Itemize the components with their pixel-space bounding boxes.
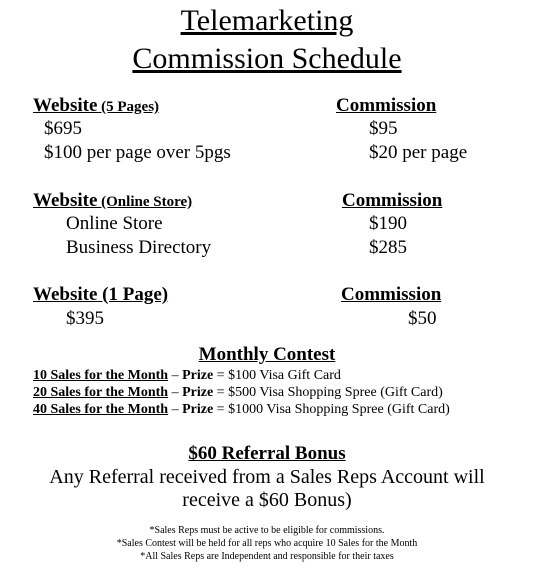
section3-sublabel: (1 Page) bbox=[97, 284, 169, 305]
section1-header bbox=[33, 95, 159, 118]
contest-sales-label: 10 Sales for the Month bbox=[33, 368, 169, 383]
page-title-line2: Commission Schedule bbox=[132, 42, 402, 75]
contest-prize-label: Prize bbox=[182, 368, 214, 383]
section1-row1-commission: $95 bbox=[369, 118, 398, 139]
referral-line1: Any Referral received from a Sales Reps Account will bbox=[49, 466, 485, 488]
section2-row2-item: Business Directory bbox=[66, 237, 212, 258]
footnote: *All Sales Reps are Independent and responsible for their taxes bbox=[140, 551, 394, 562]
contest-prize-value: = $1000 Visa Shopping Spree (Gift Card) bbox=[213, 402, 450, 417]
section2-row2-commission: $285 bbox=[369, 237, 407, 258]
contest-prize-label: Prize bbox=[182, 385, 214, 400]
contest-dash: – bbox=[168, 368, 183, 383]
contest-prize-value: = $100 Visa Gift Card bbox=[213, 368, 341, 383]
section1-commission-header: Commission bbox=[336, 95, 437, 116]
section1-row2-commission: $20 per page bbox=[369, 142, 468, 163]
section2-label: Website bbox=[33, 190, 98, 211]
contest-dash: – bbox=[168, 385, 183, 400]
section2-commission-header: Commission bbox=[342, 190, 443, 211]
section2-row1-item: Online Store bbox=[66, 213, 163, 234]
contest-dash: – bbox=[168, 402, 183, 417]
section3-row1-commission: $50 bbox=[408, 308, 437, 329]
section1-row2-item: $100 per page over 5pgs bbox=[44, 142, 231, 163]
section2-row1-commission: $190 bbox=[369, 213, 407, 234]
contest-sales-label: 40 Sales for the Month bbox=[33, 402, 169, 417]
section2-header bbox=[33, 190, 192, 213]
section1-row1-item: $695 bbox=[44, 118, 82, 139]
referral-line2: receive a $60 Bonus) bbox=[182, 489, 352, 511]
footnote: *Sales Contest will be held for all reps who acquire 10 Sales for the Month bbox=[116, 538, 418, 549]
contest-title: Monthly Contest bbox=[198, 344, 336, 365]
section3-row1-item: $395 bbox=[66, 308, 104, 329]
section1-sublabel: (5 Pages) bbox=[97, 99, 160, 115]
page-title-line1: Telemarketing bbox=[180, 4, 354, 37]
contest-item bbox=[33, 367, 341, 384]
contest-prize-value: = $500 Visa Shopping Spree (Gift Card) bbox=[213, 385, 443, 400]
section3-label: Website bbox=[33, 284, 98, 305]
contest-sales-label: 20 Sales for the Month bbox=[33, 385, 169, 400]
contest-item bbox=[33, 384, 443, 401]
section2-sublabel: (Online Store) bbox=[97, 194, 193, 210]
section3-header bbox=[33, 284, 168, 306]
section3-commission-header: Commission bbox=[341, 284, 442, 305]
contest-item bbox=[33, 401, 450, 418]
section1-label: Website bbox=[33, 95, 98, 116]
contest-prize-label: Prize bbox=[182, 402, 214, 417]
referral-title: $60 Referral Bonus bbox=[188, 443, 346, 464]
footnote: *Sales Reps must be active to be eligible for commissions. bbox=[149, 525, 385, 536]
